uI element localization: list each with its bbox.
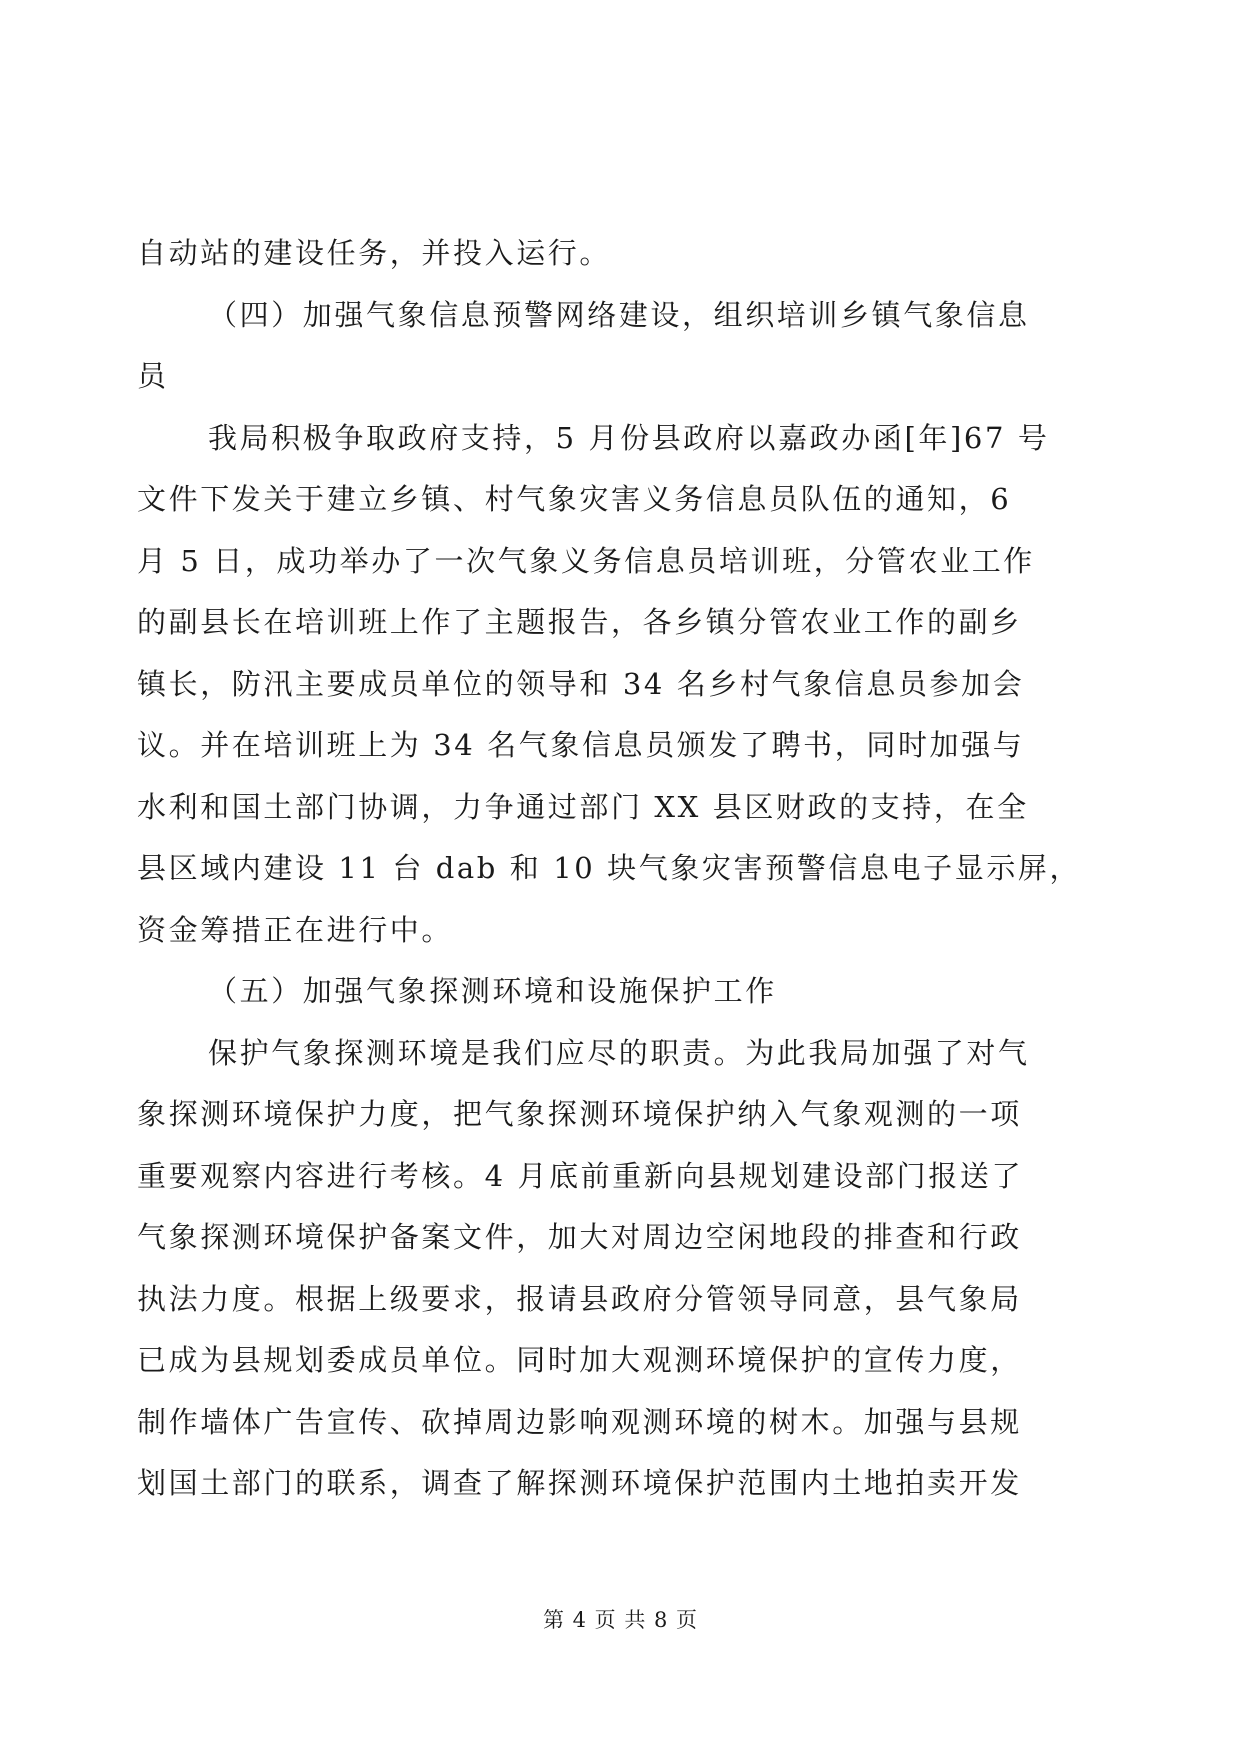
line-text: 的副县长在培训班上作了主题报告，各乡镇分管农业工作的副乡 <box>137 605 1022 639</box>
line-text: 已成为县规划委成员单位。同时加大观测环境保护的宣传力度， <box>137 1343 1022 1377</box>
line-text: 划国土部门的联系，调查了解探测环境保护范围内土地拍卖开发 <box>137 1466 1022 1500</box>
line-text: 水利和国土部门协调，力争通过部门 XX 县区财政的支持，在全 <box>137 789 1029 824</box>
line-text: 气象探测环境保护备案文件，加大对周边空闲地段的排查和行政 <box>137 1220 1022 1254</box>
line-text: 文件下发关于建立乡镇、村气象灾害义务信息员队伍的通知，6 <box>137 482 1012 516</box>
line-text: 保护气象探测环境是我们应尽的职责。为此我局加强了对气 <box>208 1035 1030 1070</box>
text-line <box>137 1453 1082 1515</box>
text-line <box>137 592 1082 654</box>
text-line <box>137 654 1082 716</box>
line-text: 自动站的建设任务，并投入运行。 <box>137 236 612 270</box>
text-line <box>137 838 1082 900</box>
text-line <box>137 346 1082 408</box>
text-line <box>137 469 1082 531</box>
heading-line <box>137 961 1082 1023</box>
text-line <box>137 900 1082 962</box>
text-line <box>137 1146 1082 1208</box>
line-text: 月 5 日，成功举办了一次气象义务信息员培训班，分管农业工作 <box>137 543 1035 578</box>
section-heading-4: （四）加强气象信息预警网络建设，组织培训乡镇气象信息 <box>208 297 1030 332</box>
line-text: 镇长，防汛主要成员单位的领导和 34 名乡村气象信息员参加会 <box>137 666 1025 701</box>
text-line <box>137 1269 1082 1331</box>
line-text: 制作墙体广告宣传、砍掉周边影响观测环境的树木。加强与县规 <box>137 1404 1022 1439</box>
line-text: 象探测环境保护力度，把气象探测环境保护纳入气象观测的一项 <box>137 1097 1022 1131</box>
text-line <box>137 777 1082 839</box>
document-body <box>137 223 1082 1515</box>
line-text: 我局积极争取政府支持，5 月份县政府以嘉政办函[年]67 号 <box>208 420 1050 455</box>
line-text: 资金筹措正在进行中。 <box>137 912 454 947</box>
heading-line <box>137 285 1082 347</box>
page-number: 第 4 页 共 8 页 <box>542 1608 699 1632</box>
paragraph-first-line <box>137 408 1082 470</box>
text-line <box>137 223 1082 285</box>
section-heading-5: （五）加强气象探测环境和设施保护工作 <box>208 974 777 1008</box>
text-line <box>137 531 1082 593</box>
text-line <box>137 715 1082 777</box>
line-text: 执法力度。根据上级要求，报请县政府分管领导同意，县气象局 <box>137 1281 1022 1316</box>
line-text: 员 <box>137 359 169 393</box>
text-line <box>137 1207 1082 1269</box>
text-line <box>137 1084 1082 1146</box>
line-text: 重要观察内容进行考核。4 月底前重新向县规划建设部门报送了 <box>137 1158 1024 1193</box>
paragraph-first-line <box>137 1023 1082 1085</box>
line-text: 县区域内建设 11 台 dab 和 10 块气象灾害预警信息电子显示屏， <box>137 851 1082 885</box>
text-line <box>137 1392 1082 1454</box>
page-footer <box>0 1604 1241 1634</box>
line-text: 议。并在培训班上为 34 名气象信息员颁发了聘书，同时加强与 <box>137 728 1025 762</box>
text-line <box>137 1330 1082 1392</box>
